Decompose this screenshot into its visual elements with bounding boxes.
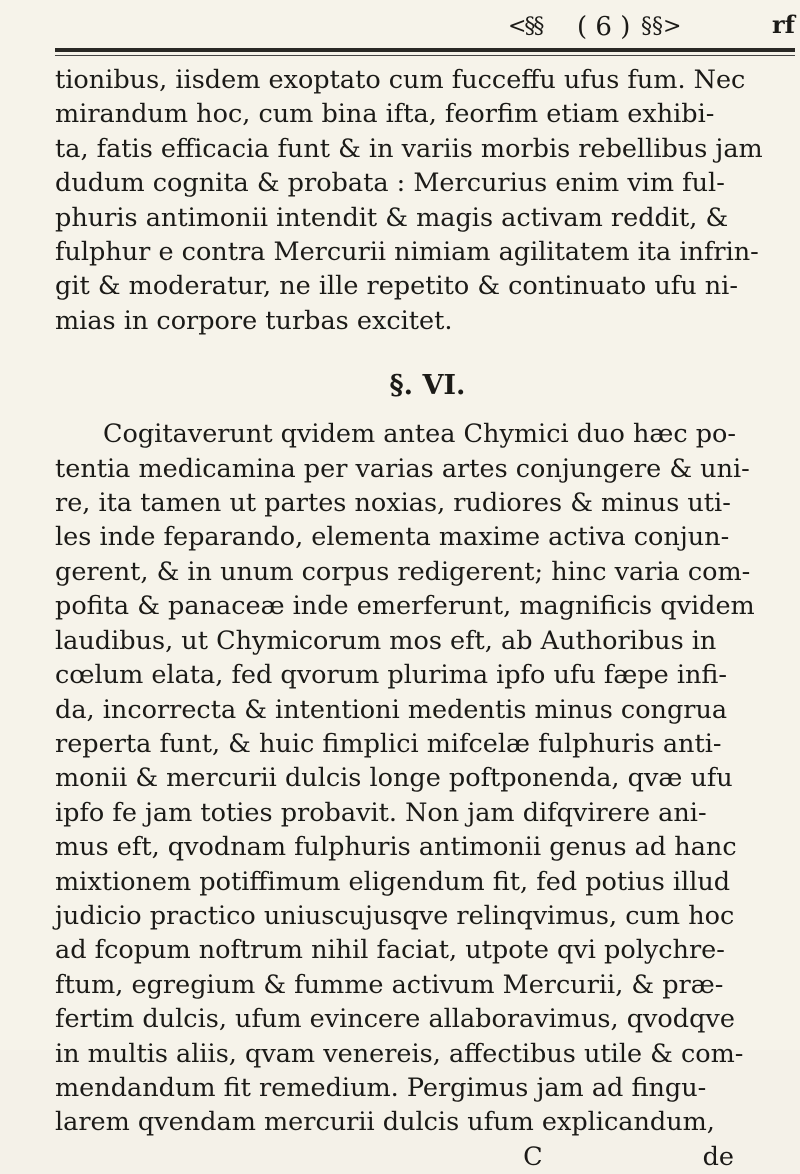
section-heading: §. VI. (389, 370, 466, 402)
text-line: mirandum hoc, cum bina ifta, feorfim etiam exhibi- (55, 99, 715, 130)
text-line: tionibus, iisdem exoptato cum fucceffu ufus fum. Nec (55, 65, 746, 95)
text-line: fertim dulcis, ufum evincere allaboravimus, qvodqve (55, 1004, 735, 1035)
text-line: dudum cognita & probata : Mercurius enim vim ful- (55, 168, 725, 199)
text-line: gerent, & in unum corpus redigerent; hinc varia com- (55, 556, 751, 587)
text-line: mus eft, qvodnam fulphuris antimonii genus ad hanc (55, 832, 737, 863)
left-ornament-icon: <§§ (508, 14, 543, 39)
text-line: larem qvendam mercurii dulcis ufum explicandum, (55, 1107, 715, 1138)
text-line: mendandum fit remedium. Pergimus jam ad fingu- (55, 1072, 707, 1103)
page-number: ( 6 ) (577, 12, 631, 42)
header-mark: rf (772, 10, 795, 39)
text-line: mixtionem potiffimum eligendum fit, fed potius illud (55, 866, 731, 897)
right-ornament-icon: §§> (641, 14, 682, 39)
text-line: ftum, egregium & fumme activum Mercurii, & præ- (55, 969, 724, 1000)
text-line: judicio practico uniuscujusqve relinqvimus, cum hoc (55, 900, 735, 931)
text-line: in multis aliis, qvam venereis, affectibus utile & com- (55, 1038, 744, 1069)
text-line: pofita & panaceæ inde emerferunt, magnificis qvidem (55, 591, 755, 622)
paragraph-continued (55, 63, 800, 338)
body-text (55, 63, 800, 1174)
header-rule-thin (55, 55, 795, 56)
header-rule (55, 48, 795, 52)
text-line: ta, fatis efficacia funt & in variis morbis rebellibus jam (55, 133, 763, 164)
text-line: ipfo fe jam toties probavit. Non jam difqvirere ani- (55, 797, 707, 828)
text-line: cœlum elata, fed qvorum plurima ipfo ufu fæpe infi- (55, 660, 728, 691)
text-line: ad fcopum noftrum nihil faciat, utpote qvi polychre- (55, 935, 725, 966)
catchword: de (702, 1141, 734, 1172)
page-footer (55, 1140, 800, 1174)
text-line: reperta funt, & huic fimplici mifcelæ fulphuris anti- (55, 728, 722, 759)
text-line: git & moderatur, ne ille repetito & continuato ufu ni- (55, 271, 738, 302)
running-header (55, 10, 795, 60)
text-line: monii & mercurii dulcis longe poftponenda, qvæ ufu (55, 763, 733, 794)
signature-mark: C (523, 1141, 543, 1172)
paragraph-section-vi (55, 417, 800, 1140)
text-line: les inde feparando, elementa maxime activa conjun- (55, 522, 730, 553)
text-line: fulphur e contra Mercurii nimiam agilitatem ita infrin- (55, 237, 759, 268)
text-line: phuris antimonii intendit & magis activam reddit, & (55, 202, 729, 233)
text-line: re, ita tamen ut partes noxias, rudiores & minus uti- (55, 488, 731, 519)
text-line: tentia medicamina per varias artes conjungere & uni- (55, 453, 750, 484)
text-line-first: Cogitaverunt qvidem antea Chymici duo hæc po- (103, 419, 737, 450)
text-line: da, incorrecta & intentioni medentis minus congrua (55, 694, 728, 725)
text-line: laudibus, ut Chymicorum mos eft, ab Authoribus in (55, 625, 717, 656)
text-line: mias in corpore turbas excitet. (55, 305, 453, 336)
